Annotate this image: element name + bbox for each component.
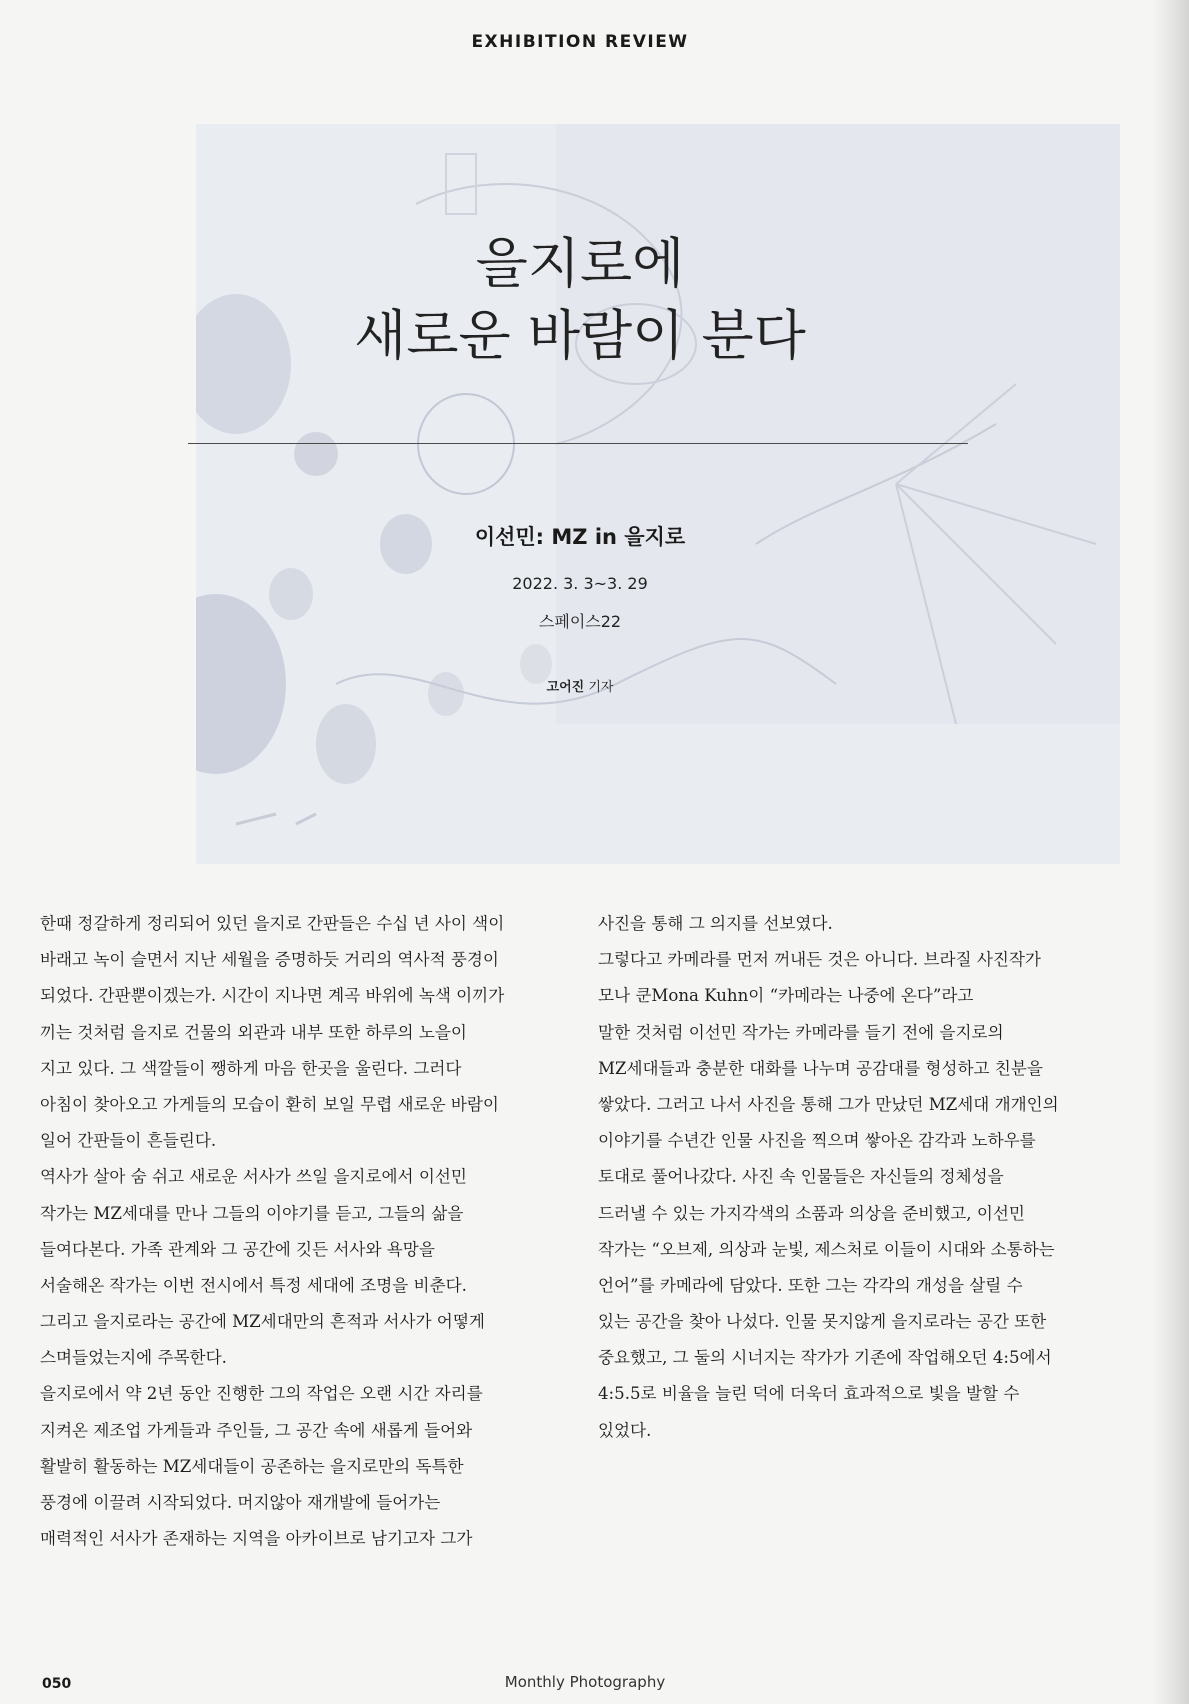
- body-line: 활발히 활동하는 MZ세대들이 공존하는 을지로만의 독특한: [40, 1456, 464, 1476]
- body-line: 쌓았다. 그러고 나서 사진을 통해 그가 만났던 MZ세대 개개인의: [598, 1094, 1059, 1114]
- exhibition-dates: 2022. 3. 3~3. 29: [512, 574, 648, 593]
- exhibition-info: [0, 521, 1160, 641]
- body-line: 풍경에 이끌려 시작되었다. 머지않아 재개발에 들어가는: [40, 1493, 441, 1512]
- article-title: [0, 228, 1160, 372]
- body-line: 끼는 것처럼 을지로 건물의 외관과 내부 또한 하루의 노을이: [40, 1022, 467, 1042]
- body-line: 작가는 “오브제, 의상과 눈빛, 제스처로 이들이 시대와 소통하는: [598, 1239, 1055, 1259]
- byline: [0, 676, 1160, 695]
- author-role: 기자: [588, 680, 614, 695]
- body-line: 바래고 녹이 슬면서 지난 세월을 증명하듯 거리의 역사적 풍경이: [40, 950, 499, 970]
- body-line: 작가는 MZ세대를 만나 그들의 이야기를 듣고, 그들의 삶을: [40, 1203, 464, 1223]
- body-line: 4:5.5로 비율을 늘린 덕에 더욱더 효과적으로 빛을 발할 수: [598, 1384, 1020, 1404]
- body-line: MZ세대들과 충분한 대화를 나누며 공감대를 형성하고 친분을: [598, 1058, 1043, 1078]
- body-line: 들여다본다. 가족 관계와 그 공간에 깃든 서사와 욕망을: [40, 1239, 435, 1259]
- exhibition-venue: 스페이스22: [538, 612, 622, 631]
- body-line: 중요했고, 그 둘의 시너지는 작가가 기존에 작업해오던 4:5에서: [598, 1348, 1052, 1368]
- section-label: EXHIBITION REVIEW: [471, 32, 689, 52]
- article-title-line-1: 을지로에: [475, 232, 685, 295]
- magazine-name: Monthly Photography: [504, 1673, 666, 1691]
- article-column-right: [598, 906, 1128, 1449]
- body-line: 모나 쿤Mona Kuhn이 “카메라는 나중에 온다”라고: [598, 986, 974, 1006]
- body-line: 일어 간판들이 흔들린다.: [40, 1131, 217, 1151]
- body-line: 되었다. 간판뿐이겠는가. 시간이 지나면 계곡 바위에 녹색 이끼가: [40, 986, 505, 1006]
- body-line: 스며들었는지에 주목한다.: [40, 1348, 227, 1368]
- body-line: 지켜온 제조업 가게들과 주인들, 그 공간 속에 새롭게 들어와: [40, 1420, 473, 1440]
- body-line: 그렇다고 카메라를 먼저 꺼내든 것은 아니다. 브라질 사진작가: [598, 950, 1041, 970]
- page-edge-shadow: [1155, 0, 1189, 1704]
- author-name: 고어진: [546, 680, 585, 695]
- article-title-line-2: 새로운 바람이 분다: [354, 304, 806, 367]
- title-divider: [188, 443, 968, 444]
- body-line: 지고 있다. 그 색깔들이 쨍하게 마음 한곳을 울린다. 그러다: [40, 1058, 462, 1078]
- page-number: 050: [42, 1676, 72, 1692]
- body-line: 서술해온 작가는 이번 전시에서 특정 세대에 조명을 비춘다.: [40, 1275, 467, 1295]
- body-line: 역사가 살아 숨 쉬고 새로운 서사가 쓰일 을지로에서 이선민: [40, 1167, 467, 1187]
- body-line: 사진을 통해 그 의지를 선보였다.: [598, 914, 833, 933]
- body-line: 드러낼 수 있는 가지각색의 소품과 의상을 준비했고, 이선민: [598, 1203, 1025, 1223]
- body-line: 언어”를 카메라에 담았다. 또한 그는 각각의 개성을 살릴 수: [598, 1275, 1023, 1295]
- article-column-left: [40, 906, 570, 1557]
- body-line: 있는 공간을 찾아 나섰다. 인물 못지않게 을지로라는 공간 또한: [598, 1312, 1047, 1332]
- body-line: 있었다.: [598, 1420, 652, 1440]
- body-line: 매력적인 서사가 존재하는 지역을 아카이브로 남기고자 그가: [40, 1529, 473, 1549]
- body-line: 그리고 을지로라는 공간에 MZ세대만의 흔적과 서사가 어떻게: [40, 1312, 485, 1332]
- body-line: 말한 것처럼 이선민 작가는 카메라를 들기 전에 을지로의: [598, 1022, 1004, 1042]
- exhibition-title: 이선민: MZ in 을지로: [474, 525, 686, 549]
- body-line: 아침이 찾아오고 가게들의 모습이 환히 보일 무렵 새로운 바람이: [40, 1094, 499, 1114]
- body-line: 이야기를 수년간 인물 사진을 찍으며 쌓아온 감각과 노하우를: [598, 1131, 1036, 1151]
- body-line: 토대로 풀어나갔다. 사진 속 인물들은 자신들의 정체성을: [598, 1167, 1004, 1187]
- body-line: 을지로에서 약 2년 동안 진행한 그의 작업은 오랜 시간 자리를: [40, 1384, 483, 1404]
- body-line: 한때 정갈하게 정리되어 있던 을지로 간판들은 수십 년 사이 색이: [40, 914, 505, 933]
